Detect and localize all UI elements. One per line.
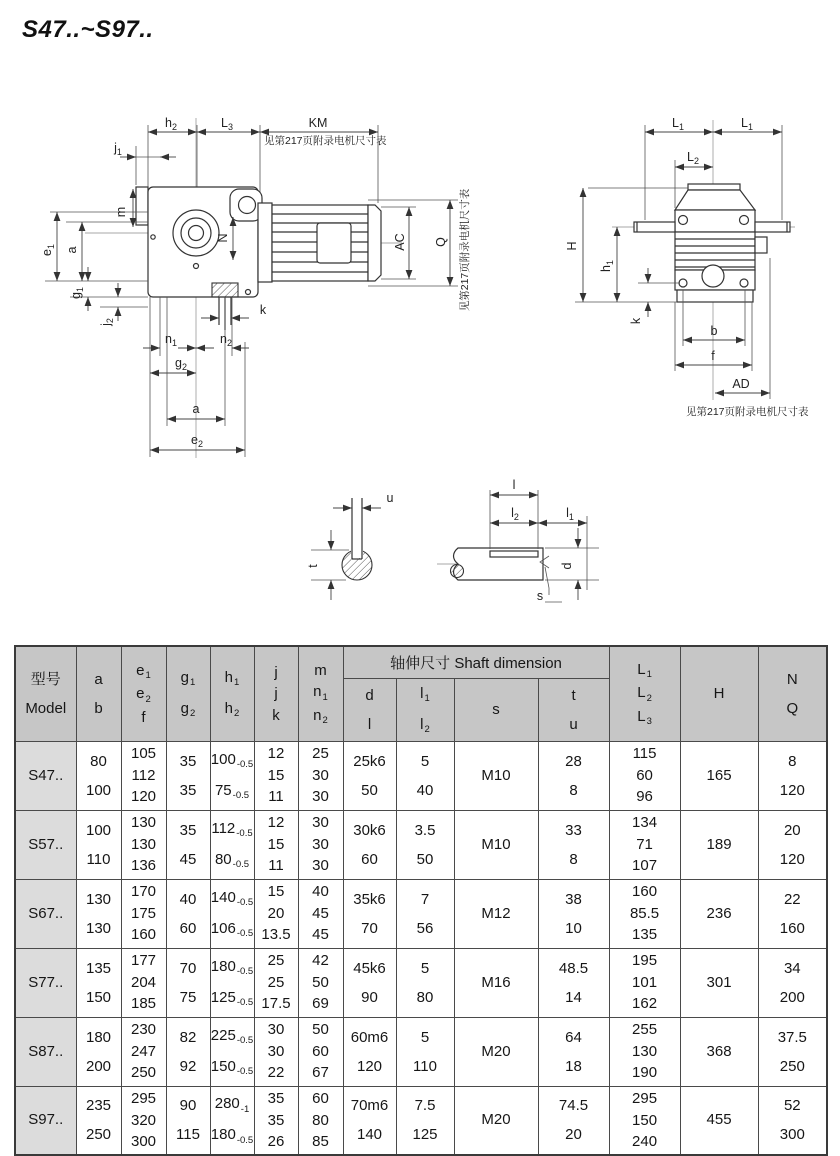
cell-L: 160 85.5 135 (609, 879, 680, 948)
page-title: S47..~S97.. (22, 16, 154, 43)
cell-nq: 34 200 (758, 948, 827, 1017)
svg-text:L1: $L_1$ (741, 116, 753, 132)
svg-text:见第217页附录电机尺寸表: 见第217页附录电机尺寸表 (686, 406, 809, 418)
svg-text:g2: $g_2$ (175, 356, 187, 372)
svg-text:AC: AC (393, 233, 407, 251)
side-view-drawing (575, 120, 795, 400)
svg-text:L2: $L_2$ (687, 150, 699, 166)
cell-l12: 5 110 (396, 1017, 454, 1086)
svg-text:L1: $L_1$ (672, 116, 684, 132)
svg-text:AD: AD (732, 377, 750, 391)
shaft-section-drawing (311, 498, 381, 600)
cell-s: M20 (454, 1086, 538, 1155)
cell-e: 177 204 185 (121, 948, 166, 1017)
svg-text:h2: $h_2$ (165, 116, 177, 132)
cell-ab: 180 200 (76, 1017, 121, 1086)
col-header-j: j j k (254, 646, 298, 741)
cell-m: 30 30 30 (298, 810, 343, 879)
cell-s: M10 (454, 741, 538, 810)
svg-text:l1: $l_1$ (566, 506, 574, 522)
col-header-g: $g_1$ $g_2$ (166, 646, 210, 741)
table-row (15, 1017, 827, 1086)
cell-L: 115 60 96 (609, 741, 680, 810)
cell-nq: 37.5 250 (758, 1017, 827, 1086)
cell-g: 40 60 (166, 879, 210, 948)
cell-nq: 8 120 (758, 741, 827, 810)
svg-text:u: u (386, 491, 394, 505)
cell-dl: 70m6 140 (343, 1086, 396, 1155)
cell-g: 35 35 (166, 741, 210, 810)
table-row (15, 741, 827, 810)
cell-j: 30 30 22 (254, 1017, 298, 1086)
cell-m: 40 45 45 (298, 879, 343, 948)
cell-dl: 60m6 120 (343, 1017, 396, 1086)
svg-text:e2: $e_2$ (191, 433, 203, 449)
svg-text:g1: $g_1$ (69, 287, 85, 299)
col-header-dl: d l (343, 678, 396, 741)
cell-s: M16 (454, 948, 538, 1017)
cell-l12: 5 40 (396, 741, 454, 810)
svg-text:k: k (259, 303, 267, 317)
cell-h: $112_{-0.5}$ $80_{-0.5}$ (210, 810, 254, 879)
col-header-tu: t u (538, 678, 609, 741)
svg-text:h1: $h_1$ (599, 260, 615, 272)
cell-tu: 38 10 (538, 879, 609, 948)
cell-h: $280_{-1}$ $180_{-0.5}$ (210, 1086, 254, 1155)
col-header-l12: $l_1$ $l_2$ (396, 678, 454, 741)
dimension-table (14, 645, 828, 1156)
cell-e: 170 175 160 (121, 879, 166, 948)
cell-h: $100_{-0.5}$ $75_{-0.5}$ (210, 741, 254, 810)
cell-e: 130 130 136 (121, 810, 166, 879)
cell-m: 60 80 85 (298, 1086, 343, 1155)
svg-text:d: d (560, 562, 574, 570)
cell-m: 25 30 30 (298, 741, 343, 810)
shaft-detail-drawing (437, 490, 599, 602)
cell-h: $180_{-0.5}$ $125_{-0.5}$ (210, 948, 254, 1017)
cell-dl: 45k6 90 (343, 948, 396, 1017)
cell-L: 255 130 190 (609, 1017, 680, 1086)
cell-nq: 20 120 (758, 810, 827, 879)
cell-g: 70 75 (166, 948, 210, 1017)
cell-tu: 28 8 (538, 741, 609, 810)
cell-ab: 80 100 (76, 741, 121, 810)
col-header-e: $e_1$ $e_2$ f (121, 646, 166, 741)
cell-m: 50 60 67 (298, 1017, 343, 1086)
cell-ab: 100 110 (76, 810, 121, 879)
table-row (15, 810, 827, 879)
table-row (15, 948, 827, 1017)
col-header-nq: N Q (758, 646, 827, 741)
cell-nq: 52 300 (758, 1086, 827, 1155)
svg-text:见第217页附录电机尺寸表: 见第217页附录电机尺寸表 (264, 135, 387, 147)
svg-text:KM: KM (308, 116, 328, 130)
col-header-h: $h_1$ $h_2$ (210, 646, 254, 741)
svg-text:f: f (711, 349, 715, 363)
cell-H: 455 (680, 1086, 758, 1155)
svg-text:Q: Q (434, 237, 448, 247)
cell-e: 295 320 300 (121, 1086, 166, 1155)
cell-ab: 135 150 (76, 948, 121, 1017)
svg-text:n1: $n_1$ (165, 332, 177, 348)
cell-H: 236 (680, 879, 758, 948)
cell-j: 12 15 11 (254, 741, 298, 810)
cell-g: 82 92 (166, 1017, 210, 1086)
technical-drawings (0, 90, 840, 638)
svg-text:k: k (629, 317, 643, 325)
table-row (15, 1086, 827, 1155)
cell-L: 195 101 162 (609, 948, 680, 1017)
cell-g: 35 45 (166, 810, 210, 879)
cell-dl: 35k6 70 (343, 879, 396, 948)
cell-tu: 33 8 (538, 810, 609, 879)
svg-text:l: l (512, 478, 516, 492)
cell-j: 35 35 26 (254, 1086, 298, 1155)
svg-text:见第217页附录电机尺寸表: 见第217页附录电机尺寸表 (459, 188, 471, 312)
cell-tu: 48.5 14 (538, 948, 609, 1017)
cell-L: 295 150 240 (609, 1086, 680, 1155)
svg-text:a: a (192, 402, 200, 416)
model-cell: S77.. (15, 948, 76, 1017)
col-header-H: H (680, 646, 758, 741)
cell-l12: 3.5 50 (396, 810, 454, 879)
model-cell: S57.. (15, 810, 76, 879)
svg-text:b: b (710, 324, 718, 338)
col-header-L: $L_1$ $L_2$ $L_3$ (609, 646, 680, 741)
cell-ab: 130 130 (76, 879, 121, 948)
svg-text:j2: $j_2$ (99, 318, 115, 326)
cell-H: 165 (680, 741, 758, 810)
svg-text:s: s (536, 589, 544, 603)
cell-g: 90 115 (166, 1086, 210, 1155)
col-header-s: s (454, 678, 538, 741)
cell-m: 42 50 69 (298, 948, 343, 1017)
cell-s: M20 (454, 1017, 538, 1086)
cell-dl: 30k6 60 (343, 810, 396, 879)
svg-text:t: t (306, 564, 320, 568)
svg-text:j1: $j_1$ (114, 141, 122, 157)
model-cell: S67.. (15, 879, 76, 948)
svg-text:l2: $l_2$ (511, 506, 519, 522)
svg-text:L3: $L_3$ (221, 116, 233, 132)
cell-tu: 74.5 20 (538, 1086, 609, 1155)
cell-ab: 235 250 (76, 1086, 121, 1155)
cell-l12: 5 80 (396, 948, 454, 1017)
svg-text:m: m (114, 206, 128, 218)
svg-text:a: a (65, 246, 79, 254)
cell-j: 12 15 11 (254, 810, 298, 879)
table-row (15, 879, 827, 948)
model-cell: S47.. (15, 741, 76, 810)
cell-tu: 64 18 (538, 1017, 609, 1086)
table-body (15, 741, 827, 1155)
cell-e: 230 247 250 (121, 1017, 166, 1086)
cell-l12: 7.5 125 (396, 1086, 454, 1155)
cell-h: $225_{-0.5}$ $150_{-0.5}$ (210, 1017, 254, 1086)
cell-s: M10 (454, 810, 538, 879)
col-header-ab: a b (76, 646, 121, 741)
svg-text:n2: $n_2$ (220, 332, 232, 348)
cell-H: 301 (680, 948, 758, 1017)
svg-text:N: N (216, 233, 230, 243)
front-view-drawing (45, 118, 458, 458)
col-header-model: 型号 Model (15, 646, 76, 741)
svg-text:H: H (565, 241, 579, 251)
cell-H: 368 (680, 1017, 758, 1086)
cell-j: 15 20 13.5 (254, 879, 298, 948)
cell-l12: 7 56 (396, 879, 454, 948)
cell-h: $140_{-0.5}$ $106_{-0.5}$ (210, 879, 254, 948)
model-cell: S97.. (15, 1086, 76, 1155)
cell-e: 105 112 120 (121, 741, 166, 810)
cell-nq: 22 160 (758, 879, 827, 948)
cell-s: M12 (454, 879, 538, 948)
svg-text:e1: $e_1$ (40, 244, 56, 256)
cell-L: 134 71 107 (609, 810, 680, 879)
col-header-m: m $n_1$ $n_2$ (298, 646, 343, 741)
cell-dl: 25k6 50 (343, 741, 396, 810)
cell-j: 25 25 17.5 (254, 948, 298, 1017)
col-header-shaft-dimension: 轴伸尺寸 Shaft dimension (343, 646, 609, 678)
cell-H: 189 (680, 810, 758, 879)
model-cell: S87.. (15, 1017, 76, 1086)
